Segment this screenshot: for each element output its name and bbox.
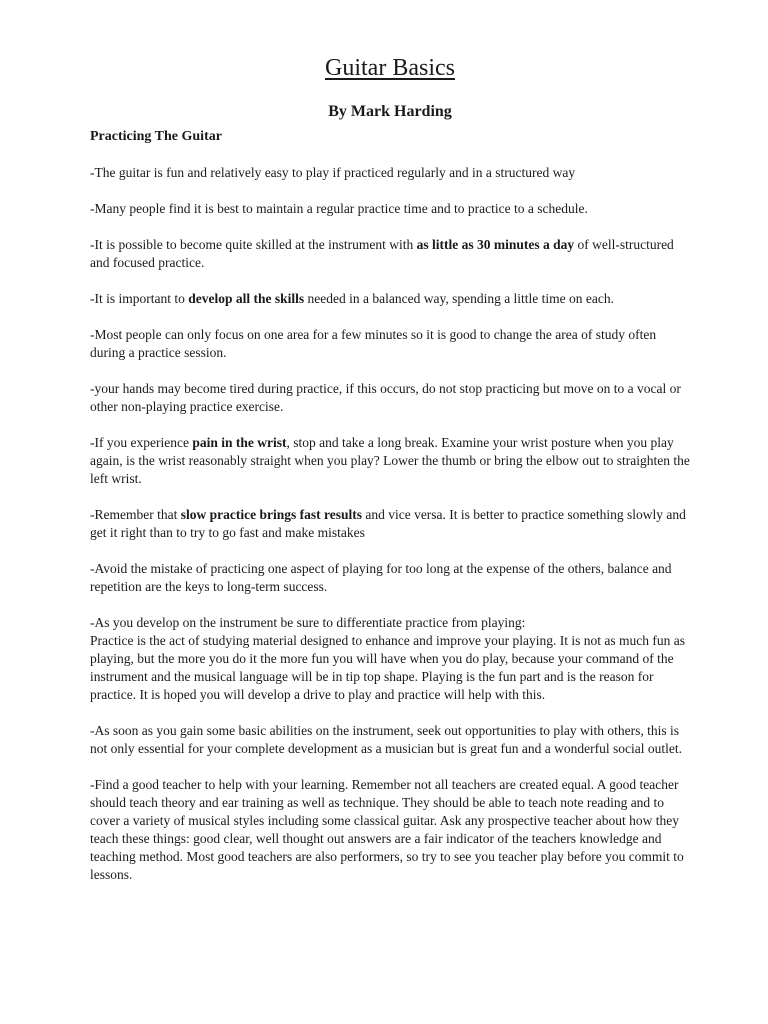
paragraph-text: -Avoid the mistake of practicing one aspect of playing for too long at the expense of the others, balance and repetition are the keys to long-term success. bbox=[90, 561, 672, 594]
emphasis-text: develop all the skills bbox=[188, 291, 305, 306]
paragraph-text: -The guitar is fun and relatively easy to play if practiced regularly and in a structured way bbox=[90, 165, 576, 180]
paragraph-text: and vice versa. It is better to practice something slowly and get it right than to try to go fast and make mistakes bbox=[90, 507, 686, 540]
paragraph-text: needed in a balanced way, spending a little time on each. bbox=[304, 291, 615, 306]
paragraph-focus-area bbox=[90, 326, 690, 362]
paragraph-text: -Most people can only focus on one area for a few minutes so it is good to change the area of study often during a practice session. bbox=[90, 327, 657, 360]
emphasis-text: as little as 30 minutes a day bbox=[416, 237, 575, 252]
paragraph-text: , stop and take a long break. Examine your wrist posture when you play again, is the wrist reasonably straight when you play? Lower the thumb or bring the elbow out to straighten the left wrist. bbox=[90, 435, 690, 486]
paragraph-text: -Many people find it is best to maintain a regular practice time and to practice to a schedule. bbox=[90, 201, 588, 216]
paragraph-text: -your hands may become tired during practice, if this occurs, do not stop practicing but move on to a vocal or other non-playing practice exercise. bbox=[90, 381, 681, 414]
paragraph-schedule bbox=[90, 200, 690, 218]
paragraph-develop-skills bbox=[90, 290, 690, 308]
paragraph-text: of well-structured and focused practice. bbox=[90, 237, 674, 270]
paragraph-slow-practice bbox=[90, 506, 690, 542]
paragraph-text: -As soon as you gain some basic abilities on the instrument, seek out opportunities to play with others, this is not only essential for your complete development as a musician but is great fun and a wonderful social outlet. bbox=[90, 723, 682, 756]
paragraph-tired-hands bbox=[90, 380, 690, 416]
paragraph-text: -Remember that bbox=[90, 507, 181, 522]
paragraph-text: -As you develop on the instrument be sure to differentiate practice from playing: bbox=[90, 615, 526, 630]
document-author: By Mark Harding bbox=[328, 103, 452, 120]
paragraph-text: -It is important to bbox=[90, 291, 189, 306]
paragraph-regular-practice bbox=[90, 164, 690, 182]
paragraph-text: -Find a good teacher to help with your learning. Remember not all teachers are created equal. A good teacher should teach theory and ear training as well as technique. They should be able to teach note reading and to cover a variety of musical styles including some classical guitar. Ask any prospective teacher about how they teach these things: good clear, well thought out answers are a fair indicator of the teachers knowledge and teaching method. Most good teachers are also performers, so try to see you teacher play before you commit to lessons. bbox=[90, 777, 684, 882]
document-page bbox=[90, 52, 690, 884]
paragraph-practice-vs-playing bbox=[90, 614, 690, 704]
paragraph-find-teacher bbox=[90, 776, 690, 884]
section-heading: Practicing The Guitar bbox=[90, 129, 222, 144]
paragraph-30-minutes bbox=[90, 236, 690, 272]
paragraph-text: Practice is the act of studying material designed to enhance and improve your playing. It is not as much fun as playing, but the more you do it the more fun you will have when you do play, because your command of the instrument and the musical language will be in tip top shape. Playing is the fun part and is the reason for practice. It is hoped you will develop a drive to play and practice will help with this. bbox=[90, 633, 685, 702]
emphasis-text: pain in the wrist bbox=[192, 435, 287, 450]
paragraph-wrist-pain bbox=[90, 434, 690, 488]
emphasis-text: slow practice brings fast results bbox=[180, 507, 362, 522]
paragraph-balance bbox=[90, 560, 690, 596]
paragraph-text: -It is possible to become quite skilled at the instrument with bbox=[90, 237, 417, 252]
paragraph-text: -If you experience bbox=[90, 435, 193, 450]
document-title: Guitar Basics bbox=[325, 55, 455, 81]
paragraph-play-with-others bbox=[90, 722, 690, 758]
